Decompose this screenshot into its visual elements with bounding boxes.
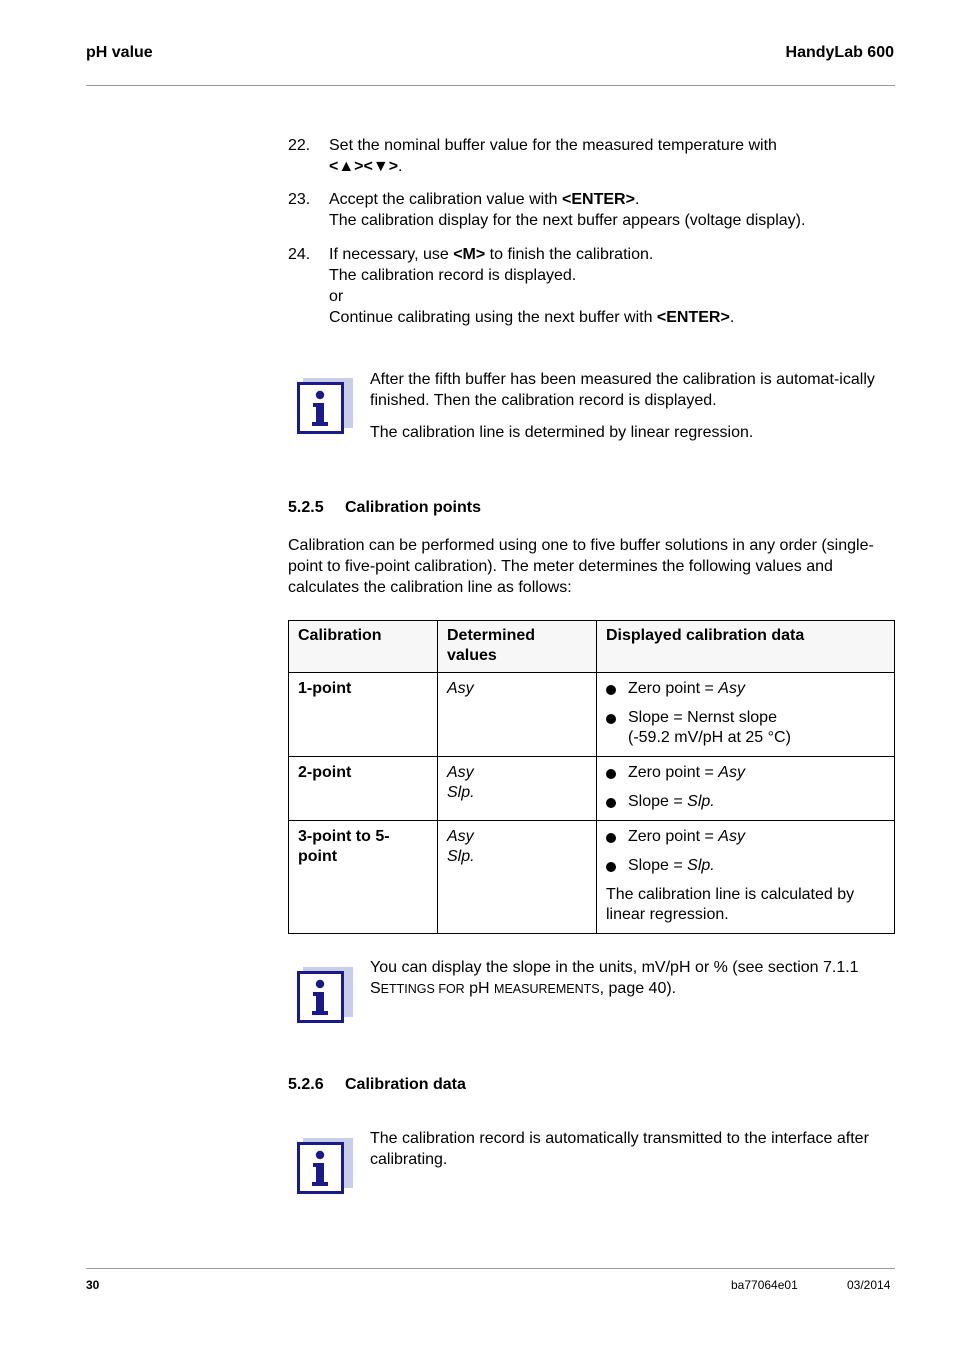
- m-key: <M>: [453, 246, 486, 263]
- table-header: Calibration: [289, 621, 438, 673]
- table-row: [289, 673, 895, 757]
- step-text-line2: The calibration display for the next buffer appears (voltage display).: [329, 212, 806, 229]
- document-number: ba77064e01: [731, 1278, 798, 1292]
- enter-key: <ENTER>: [562, 191, 635, 208]
- section-heading-calibration-data: [288, 1076, 466, 1094]
- list-item: [606, 827, 885, 847]
- section-number: 5.2.6: [288, 1076, 324, 1093]
- step-text-line4: Continue calibrating using the next buffer with: [329, 309, 657, 326]
- list-item: [606, 763, 885, 783]
- document-date: 03/2014: [847, 1278, 891, 1292]
- header-section-title: pH value: [86, 44, 153, 61]
- bullet-icon: [606, 685, 616, 695]
- step-number: 24.: [288, 246, 311, 263]
- bullet-value: Slp.: [687, 857, 715, 874]
- bullet-value: Asy: [718, 828, 745, 845]
- step-punct: .: [398, 158, 403, 175]
- determined-value: Asy: [447, 680, 474, 697]
- section-number: 5.2.5: [288, 499, 324, 516]
- intro-paragraph: Calibration can be performed using one to five buffer solutions in any order (single-point to five-point calibration). The meter determines the following values and calculates the calibration line as follows:: [288, 537, 874, 596]
- bullet-icon: [606, 798, 616, 808]
- bullet-value: Asy: [718, 764, 745, 781]
- bullet-value: Asy: [718, 680, 745, 697]
- page-number: 30: [86, 1278, 100, 1292]
- bullet-text: Slope =: [628, 793, 688, 810]
- bullet-text: Slope = Nernst slope: [628, 709, 777, 726]
- step-text-line2: The calibration record is displayed.: [329, 267, 577, 284]
- section-title: Calibration points: [345, 499, 481, 516]
- determined-value: Slp.: [447, 784, 475, 801]
- bullet-text-line2: (-59.2 mV/pH at 25 °C): [628, 729, 791, 746]
- header-rule: [86, 85, 895, 86]
- step-text: Accept the calibration value with: [329, 191, 563, 208]
- step-number: 22.: [288, 137, 311, 154]
- bullet-value: Slp.: [687, 793, 715, 810]
- list-item: [606, 792, 885, 812]
- list-item: [606, 708, 885, 748]
- note-text-smallcaps: MEASUREMENTS: [494, 982, 600, 996]
- table-row: [289, 757, 895, 821]
- section-title: Calibration data: [345, 1076, 466, 1093]
- arrow-keys: <▲><▼>: [329, 158, 399, 175]
- note-text: , page 40).: [599, 980, 677, 997]
- determined-value: Asy: [447, 764, 474, 781]
- table-row: [289, 821, 895, 934]
- calibration-type: 3-point to 5-point: [298, 828, 390, 865]
- info-note-3: The calibration record is automatically transmitted to the interface after calibrating.: [370, 1130, 869, 1168]
- table-header: Determined values: [438, 621, 597, 673]
- determined-value: Slp.: [447, 848, 475, 865]
- step-punct: .: [729, 309, 735, 326]
- step-text-or: or: [329, 288, 344, 305]
- header-product-name: HandyLab 600: [785, 44, 894, 61]
- bullet-text: Zero point =: [628, 680, 719, 697]
- bullet-icon: [606, 833, 616, 843]
- section-heading-calibration-points: [288, 499, 481, 517]
- step-text-rest: to finish the calibration.: [485, 246, 654, 263]
- table-header-row: [289, 621, 895, 673]
- calibration-type: 1-point: [298, 680, 352, 697]
- note-text: pH: [464, 980, 495, 997]
- bullet-icon: [606, 862, 616, 872]
- info-icon: [297, 378, 353, 434]
- step-text: If necessary, use: [329, 246, 454, 263]
- calibration-type: 2-point: [298, 764, 352, 781]
- bullet-text: Zero point =: [628, 828, 719, 845]
- cell-note: The calibration line is calculated by linear regression.: [606, 886, 855, 923]
- step-text: Set the nominal buffer value for the measured temperature with: [329, 137, 777, 154]
- table-header: Displayed calibration data: [597, 621, 895, 673]
- note-text-smallcaps: ETTINGS FOR: [380, 982, 465, 996]
- note-paragraph: The calibration line is determined by linear regression.: [370, 424, 754, 441]
- step-punct: .: [634, 191, 640, 208]
- enter-key: <ENTER>: [656, 309, 730, 326]
- info-icon: [297, 1138, 353, 1194]
- footer-rule: [86, 1268, 895, 1269]
- bullet-icon: [606, 714, 616, 724]
- info-note-1: [370, 369, 894, 443]
- list-item: [606, 679, 885, 699]
- determined-value: Asy: [447, 828, 474, 845]
- bullet-text: Zero point =: [628, 764, 719, 781]
- list-item: [606, 856, 885, 876]
- bullet-text: Slope =: [628, 857, 688, 874]
- bullet-icon: [606, 769, 616, 779]
- step-number: 23.: [288, 191, 311, 208]
- info-note-2: [370, 957, 894, 1000]
- calibration-table: [288, 620, 895, 934]
- note-paragraph: After the fifth buffer has been measured the calibration is automat-ically finished. Then the calibration record is displayed.: [370, 371, 875, 409]
- info-icon: [297, 967, 353, 1023]
- note-text: You can display the slope in the units, mV/pH or % (see section 7.1.1 S: [370, 959, 859, 997]
